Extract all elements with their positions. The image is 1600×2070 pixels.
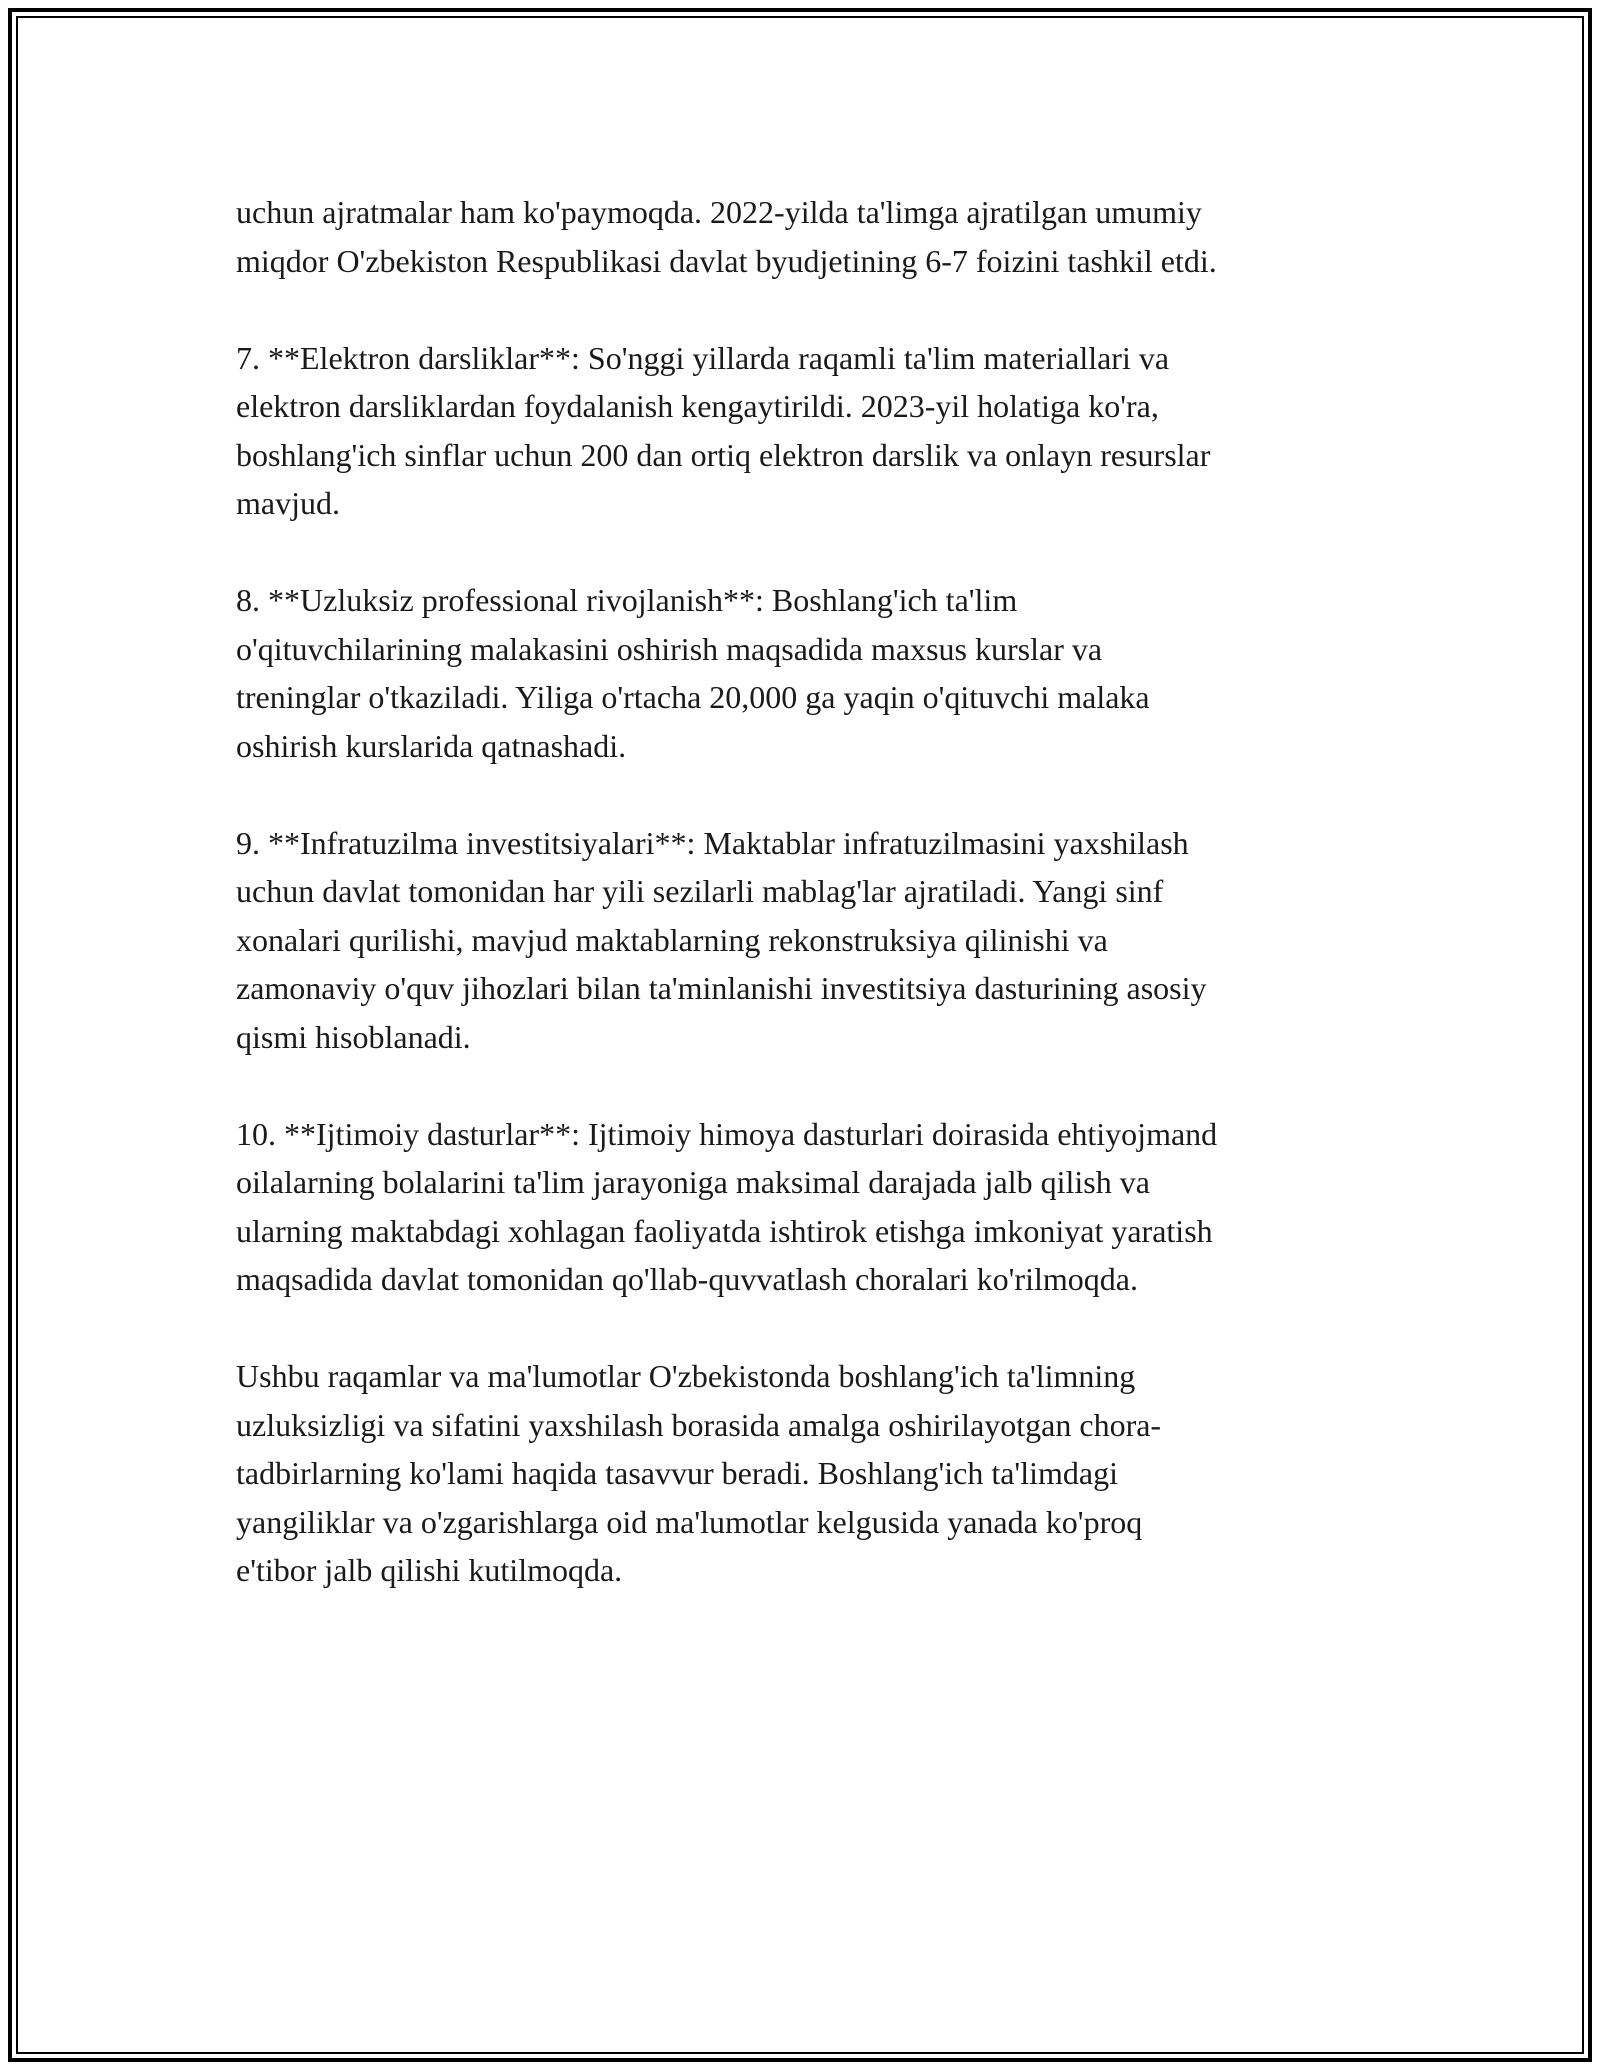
text-line: oshirish kurslarida qatnashadi.	[236, 727, 627, 764]
text-line: miqdor O'zbekiston Respublikasi davlat byudjetining 6-7 foizini tashkil etdi.	[236, 242, 1217, 279]
text-line: maqsadida davlat tomonidan qo'llab-quvvatlash choralari ko'rilmoqda.	[236, 1261, 1138, 1297]
paragraph-item-9	[236, 819, 1366, 1062]
text-line: treninglar o'tkaziladi. Yiliga o'rtacha 20,000 ga yaqin o'qituvchi malaka	[236, 679, 1150, 715]
text-line: 9. **Infratuzilma investitsiyalari**: Maktablar infratuzilmasini yaxshilash	[236, 824, 1189, 861]
text-line: 7. **Elektron darsliklar**: So'nggi yillarda raqamli ta'lim materiallari va	[236, 339, 1170, 376]
text-line: qismi hisoblanadi.	[236, 1018, 471, 1055]
text-line: uchun davlat tomonidan har yili sezilarli mablag'lar ajratiladi. Yangi sinf	[236, 873, 1164, 909]
text-line: yangiliklar va o'zgarishlarga oid ma'lumotlar kelgusida yanada ko'proq	[236, 1503, 1143, 1540]
text-line: oilalarning bolalarini ta'lim jarayoniga maksimal darajada jalb qilish va	[236, 1164, 1150, 1200]
text-line: 10. **Ijtimoiy dasturlar**: Ijtimoiy himoya dasturlari doirasida ehtiyojmand	[236, 1115, 1218, 1152]
text-line: o'qituvchilarining malakasini oshirish maqsadida maxsus kurslar va	[236, 630, 1103, 667]
text-line: Ushbu raqamlar va ma'lumotlar O'zbekistonda boshlang'ich ta'limning	[236, 1358, 1136, 1394]
paragraph-item-7	[236, 334, 1366, 528]
text-line: e'tibor jalb qilishi kutilmoqda.	[236, 1552, 623, 1588]
text-line: boshlang'ich sinflar uchun 200 dan ortiq elektron darslik va onlayn resurslar	[236, 436, 1211, 473]
text-line: 8. **Uzluksiz professional rivojlanish**: Boshlang'ich ta'lim	[236, 582, 1018, 618]
text-line: uchun ajratmalar ham ko'paymoqda. 2022-yilda ta'limga ajratilgan umumiy	[236, 194, 1202, 230]
text-line: uzluksizligi va sifatini yaxshilash borasida amalga oshirilayotgan chora-	[236, 1406, 1162, 1443]
paragraph-item-8	[236, 576, 1366, 770]
text-line: xonalari qurilishi, mavjud maktablarning rekonstruksiya qilinishi va	[236, 921, 1108, 958]
text-line: mavjud.	[236, 485, 340, 521]
text-line: ularning maktabdagi xohlagan faoliyatda ishtirok etishga imkoniyat yaratish	[236, 1212, 1213, 1249]
text-line: elektron darsliklardan foydalanish kengaytirildi. 2023-yil holatiga ko'ra,	[236, 388, 1159, 424]
paragraph-budget-continuation	[236, 188, 1366, 285]
paragraph-conclusion	[236, 1352, 1366, 1595]
paragraph-item-10	[236, 1110, 1366, 1304]
document-body	[236, 188, 1366, 1643]
text-line: zamonaviy o'quv jihozlari bilan ta'minlanishi investitsiya dasturining asosiy	[236, 970, 1207, 1006]
text-line: tadbirlarning ko'lami haqida tasavvur beradi. Boshlang'ich ta'limdagi	[236, 1455, 1118, 1491]
